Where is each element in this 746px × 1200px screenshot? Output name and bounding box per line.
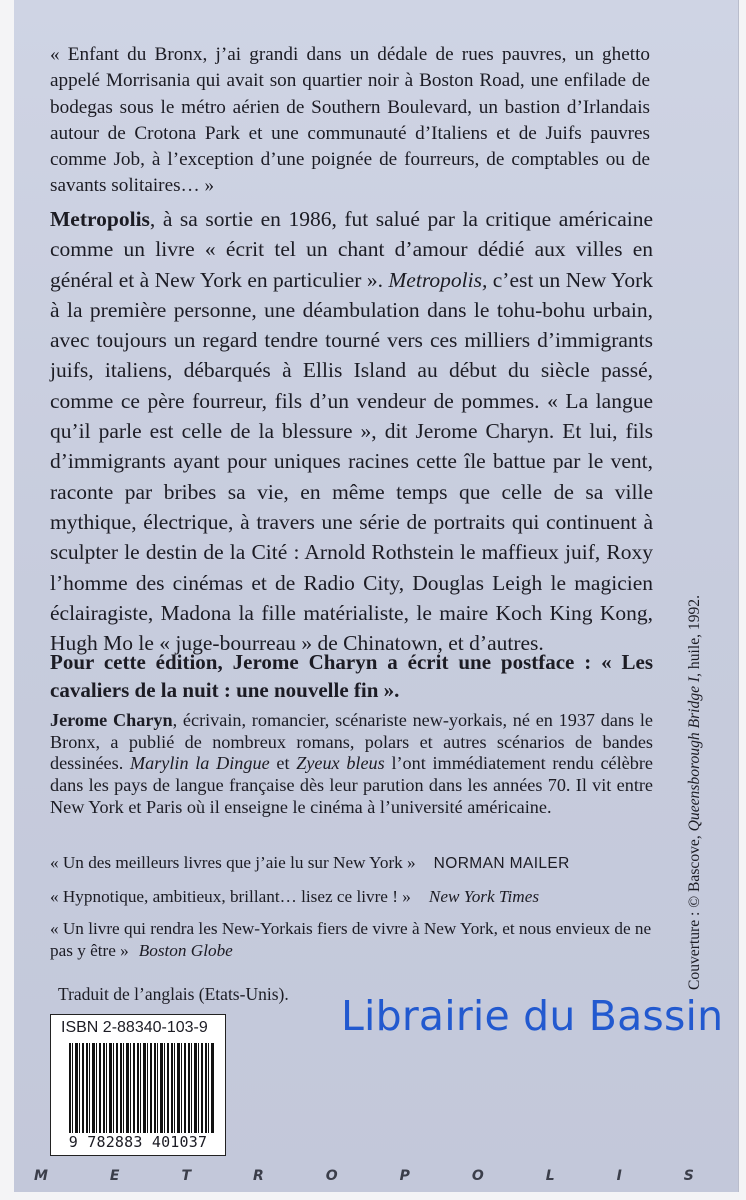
author-bio [50, 710, 653, 819]
description-part-1: , à sa sortie en 1986, fut salué par la critique américaine comme un livre « écrit tel un chant d’amour dédié aux villes en général et à New York en particulier ». [50, 207, 653, 292]
edition-note: Pour cette édition, Jerome Charyn a écrit une postface : « Les cavaliers de la nuit : une nouvelle fin ». [50, 650, 653, 702]
praise-quote [50, 886, 653, 908]
title-italic: Metropolis, [388, 267, 488, 292]
bio-part-2: l’ont immédiatement rendu célèbre dans les pays de langue française dès leur parution dans les années 70. Il vit entre New York et Paris où il enseigne le cinéma à l’université américaine. [50, 753, 653, 817]
title-bold: Metropolis [50, 207, 150, 231]
barcode [69, 1043, 215, 1133]
praise-quote [50, 852, 653, 875]
book-description [50, 204, 653, 658]
opening-quote: « Enfant du Bronx, j’ai grandi dans un dédale de rues pauvres, un ghetto appelé Morrisania qui avait son quartier noir à Boston Road, une enfilade de bodegas sous le métro aérien de Southern Boulevard, un bastion d’Irlandais autour de Crotona Park et une communauté d’Italiens et de Juifs pauvres comme Job, à l’exception d’une poignée de fourreurs, de comptables ou de savants solitaires… » [50, 44, 650, 197]
credit-suffix: huile, 1992. [686, 595, 703, 673]
praise-text: « Un des meilleurs livres que j’aie lu sur New York » [50, 853, 416, 872]
praise-text: « Hypnotique, ambitieux, brillant… lisez ce livre ! » [50, 887, 411, 906]
spine-letter: I [616, 1168, 622, 1184]
spine-letter: T [181, 1168, 192, 1184]
description-part-2: c’est un New York à la première personne, une déambulation dans le tohu-bohu urbain, avec toujours un regard tendre tourné vers ces milliers d’immigrants juifs, italiens, débarqués à Ellis Island au début du siècle passé, comme ce père fourreur, fils d’un vendeur de pommes. « La langue qu’il parle est celle de la blessure », dit Jerome Charyn. Et lui, fils d’immigrants ayant pour uniques racines cette île battue par le vent, raconte par bribes sa vie, en même temps que celle de sa ville mythique, électrique, à travers une série de portraits qui continuent à sculpter le destin de la Cité : Arnold Rothstein le maffieux juif, Roxy l’homme des cinémas et de Radio City, Douglas Leigh le magicien éclairagiste, Madona la fille matérialiste, le maire Koch King Kong, Hugh Mo le « juge-bourreau » de Chinatown, et d’autres. [50, 267, 653, 656]
spine-letter: O [325, 1168, 338, 1184]
cover-credit [686, 576, 704, 990]
watermark: Librairie du Bassin [341, 992, 724, 1040]
spine-letter: O [471, 1168, 484, 1184]
spine-letter: L [545, 1168, 555, 1184]
praise-text: « Un livre qui rendra les New-Yorkais fiers de vivre à New York, et nous envieux de ne pas y être » [50, 919, 652, 960]
spine-letter: M [34, 1168, 48, 1184]
book-title-2: Zyeux bleus [296, 753, 385, 774]
praise-source: NORMAN MAILER [433, 855, 570, 872]
spine-letter: E [109, 1168, 120, 1184]
spine-letter: P [399, 1168, 410, 1184]
isbn: ISBN 2-88340-103-9 [61, 1019, 208, 1036]
translation-note: Traduit de l’anglais (Etats-Unis). [58, 984, 289, 1004]
barcode-number: 9 782883 401037 [68, 1133, 208, 1151]
spine-title [14, 1162, 714, 1190]
bio-part-1: , écrivain, romancier, scénariste new-yorkais, né en 1937 dans le Bronx, a publié de nombreux romans, polars et autres scénarios de bandes dessinées. [50, 710, 653, 774]
praise-quote [50, 918, 653, 962]
credit-prefix: Couverture : © Bascove, [686, 831, 703, 990]
barcode-box [50, 1014, 226, 1156]
spine-letter: R [252, 1168, 264, 1184]
bio-and: et [269, 753, 297, 774]
book-title-1: Marylin la Dingue [129, 753, 270, 774]
praise-source: Boston Globe [138, 941, 233, 960]
author-name: Jerome Charyn [50, 710, 173, 730]
praise-source: New York Times [428, 887, 540, 906]
spine-letter: S [683, 1168, 694, 1184]
credit-work: Queensborough Bridge I, [686, 672, 703, 832]
